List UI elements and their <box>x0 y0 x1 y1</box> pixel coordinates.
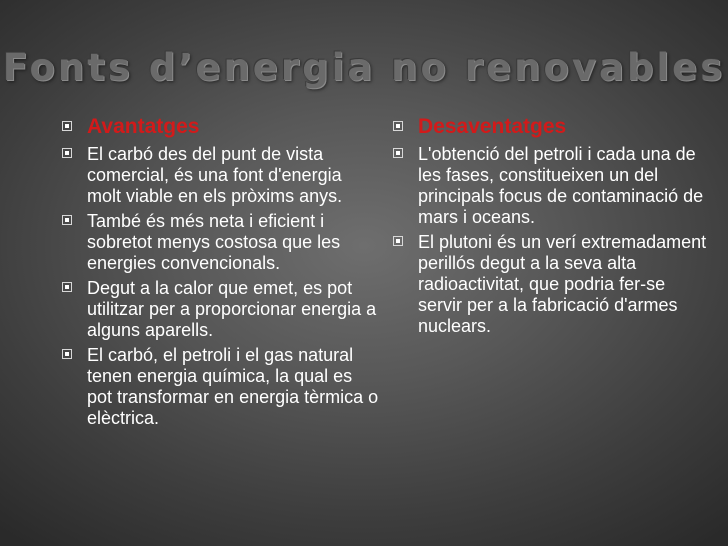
advantage-item <box>62 211 380 274</box>
square-bullet-icon <box>62 215 72 225</box>
square-bullet-icon <box>62 349 72 359</box>
disadvantage-item-text: El plutoni és un verí extremadament perillós degut a la seva alta radioactivitat, que podria fer-se servir per a la fabricació d'armes nuclears. <box>418 232 707 336</box>
advantage-item-text: Degut a la calor que emet, es pot utilitzar per a proporcionar energia a alguns aparells. <box>87 278 377 340</box>
disadvantages-heading <box>393 115 713 139</box>
advantage-item-text: El carbó, el petroli i el gas natural tenen energia química, la qual es pot transformar en energia tèrmica o elèctrica. <box>87 345 379 428</box>
advantage-item <box>62 278 380 341</box>
advantages-heading <box>62 115 380 139</box>
disadvantage-item-text: L'obtenció del petroli i cada una de les fases, constitueixen un del principals focus de contaminació de mars i oceans. <box>418 144 704 227</box>
square-bullet-icon <box>62 282 72 292</box>
advantages-heading-label: Avantatges <box>87 115 200 138</box>
advantage-item <box>62 345 380 429</box>
slide-title: Fonts d’energia no renovables <box>2 46 726 89</box>
advantage-item-text: També és més neta i eficient i sobretot menys costosa que les energies convencionals. <box>87 211 341 273</box>
square-bullet-icon <box>393 236 403 246</box>
square-bullet-icon <box>393 121 403 131</box>
square-bullet-icon <box>393 148 403 158</box>
advantage-item <box>62 144 380 207</box>
square-bullet-icon <box>62 121 72 131</box>
advantage-item-text: El carbó des del punt de vista comercial, és una font d'energia molt viable en els pròxims anys. <box>87 144 343 206</box>
disadvantage-item <box>393 232 713 337</box>
disadvantages-heading-label: Desaventatges <box>418 115 567 138</box>
disadvantage-item <box>393 144 713 228</box>
square-bullet-icon <box>62 148 72 158</box>
disadvantages-column <box>393 115 713 341</box>
advantages-column <box>62 115 380 433</box>
